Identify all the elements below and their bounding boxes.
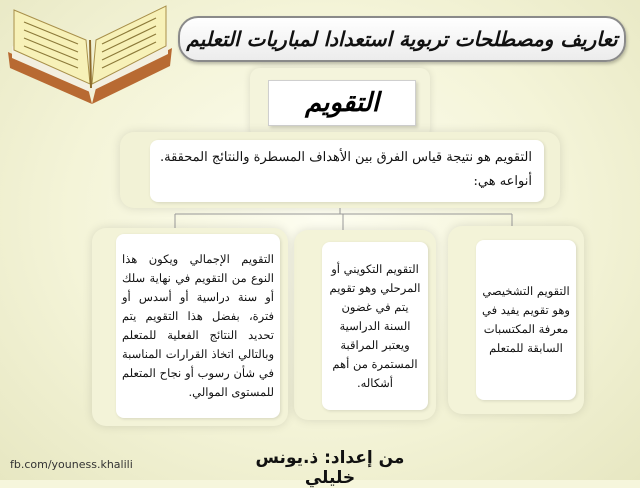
card-diagnostic-text: التقويم التشخيصي وهو تقويم يفيد في معرفة المكتسبات السابقة للمتعلم (482, 284, 570, 355)
types-label: أنواعه هي: (473, 174, 532, 189)
slide-title: تعاريف ومصطلحات تربوية استعدادا لمباريات التعليم (186, 27, 618, 51)
open-book-icon (0, 0, 180, 110)
card-summative-text: التقويم الإجمالي ويكون هذا النوع من التقويم في نهاية سلك أو سنة دراسية أو أسدس أو فترة، بفضل هذا التقويم يتم تحديد النتائج الفعلية للمتعلم وبالتالي اتخاذ القرارات المناسبة في شأن رسوب أو نجاح المتعلم للمستوى الموالي. (122, 252, 274, 399)
definition-text: التقويم هو نتيجة قياس الفرق بين الأهداف المسطرة والنتائج المحققة. (160, 150, 532, 165)
card-summative (116, 234, 280, 418)
card-formative-text: التقويم التكويني أو المرحلي وهو تقويم يتم في غضون السنة الدراسية ويعتبر المراقبة المستمرة من أهم أشكاله. (329, 261, 421, 390)
slide-title-box (178, 16, 626, 62)
heading-text: التقويم (304, 88, 380, 118)
facebook-watermark: fb.com/youness.khalili (10, 458, 133, 471)
definition-box (150, 140, 544, 202)
card-formative (322, 242, 428, 410)
card-diagnostic (476, 240, 576, 400)
author-credit: من إعداد: ذ.يونس خليلي (255, 448, 405, 488)
heading-box (268, 80, 416, 126)
